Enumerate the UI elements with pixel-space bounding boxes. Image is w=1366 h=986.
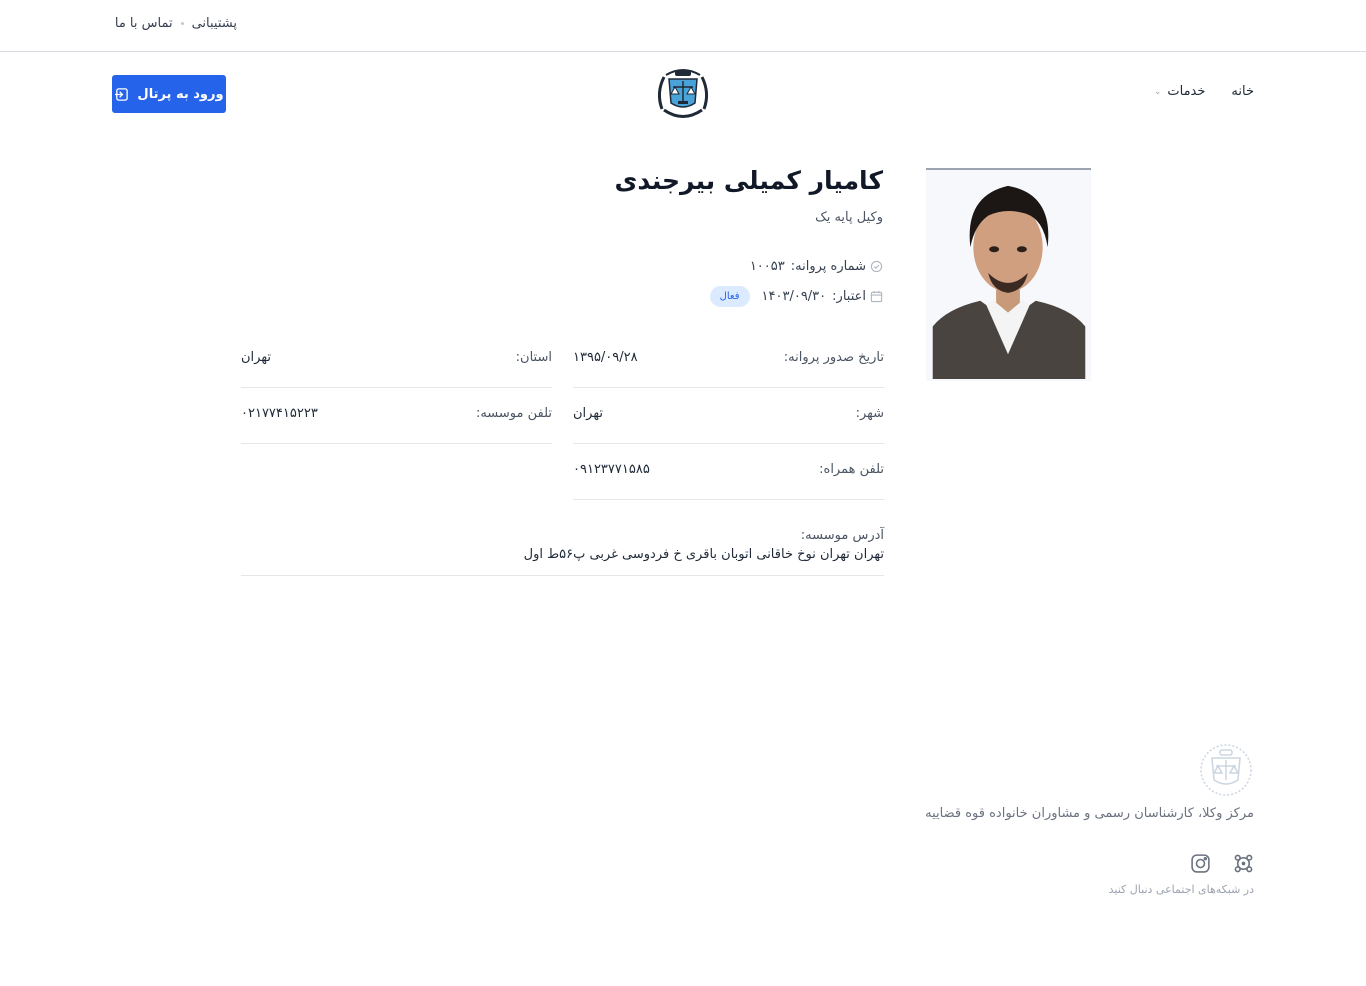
contact-link[interactable]: تماس با ما (114, 16, 173, 31)
social-links (1190, 853, 1254, 874)
nav-home[interactable] (1231, 84, 1254, 99)
mobile-value: ۰۹۱۲۳۷۷۱۵۸۵ (573, 462, 650, 477)
footer-logo (1198, 742, 1254, 798)
portal-login-label: ورود به پرتال (137, 86, 224, 102)
aparat-icon[interactable] (1233, 853, 1254, 874)
address-label: آدرس موسسه: (800, 528, 884, 543)
office-phone-field (241, 388, 552, 444)
license-number: ۱۰۰۵۳ (749, 259, 785, 274)
province-value: تهران (241, 350, 271, 365)
city-value: تهران (573, 406, 603, 421)
check-circle-icon (870, 260, 883, 273)
status-badge: فعال (710, 286, 750, 307)
top-bar (0, 0, 1366, 52)
top-links (115, 16, 237, 31)
chevron-down-icon: ⌄ (1153, 86, 1162, 97)
validity-date: ۱۴۰۳/۰۹/۳۰ (761, 289, 827, 304)
office-phone-label: تلفن موسسه: (475, 406, 552, 421)
address-value: تهران تهران نوخ خاقانی اتوبان باقری خ فردوسی غربی پ۵۶ط اول (523, 547, 884, 562)
lawyer-photo (926, 168, 1091, 381)
city-field (573, 388, 884, 444)
license-row (750, 259, 883, 274)
lawyer-name: کامیار کمیلی بیرجندی (614, 166, 883, 195)
city-label: شهر: (855, 406, 884, 421)
calendar-icon (870, 290, 883, 303)
follow-text: در شبکه‌های اجتماعی دنبال کنید (1108, 883, 1254, 896)
nav-services-label: خدمات (1167, 84, 1206, 99)
nav-services[interactable] (1154, 84, 1206, 99)
main-nav (1154, 84, 1254, 99)
lawyer-title: وکیل پایه یک (815, 210, 883, 225)
validity-row (710, 286, 883, 307)
issue-date-value: ۱۳۹۵/۰۹/۲۸ (573, 350, 638, 365)
judiciary-logo[interactable] (654, 63, 712, 123)
portal-login-button[interactable] (112, 75, 226, 113)
footer-title: مرکز وکلا، کارشناسان رسمی و مشاوران خانواده قوه قضاییه (925, 806, 1254, 821)
mobile-label: تلفن همراه: (819, 462, 884, 477)
issue-date-field (573, 332, 884, 388)
office-phone-value: ۰۲۱۷۷۴۱۵۲۲۳ (241, 406, 318, 421)
province-label: استان: (515, 350, 552, 365)
address-field (241, 520, 884, 576)
support-link[interactable]: پشتیبانی (191, 16, 237, 31)
validity-label: اعتبار: (832, 289, 866, 304)
mobile-field (573, 444, 884, 500)
province-field (241, 332, 552, 388)
nav-home-label: خانه (1231, 84, 1254, 99)
issue-date-label: تاریخ صدور پروانه: (783, 350, 884, 365)
login-icon (114, 87, 129, 102)
license-label: شماره پروانه: (790, 259, 866, 274)
instagram-icon[interactable] (1190, 853, 1211, 874)
separator-dot (181, 22, 184, 25)
